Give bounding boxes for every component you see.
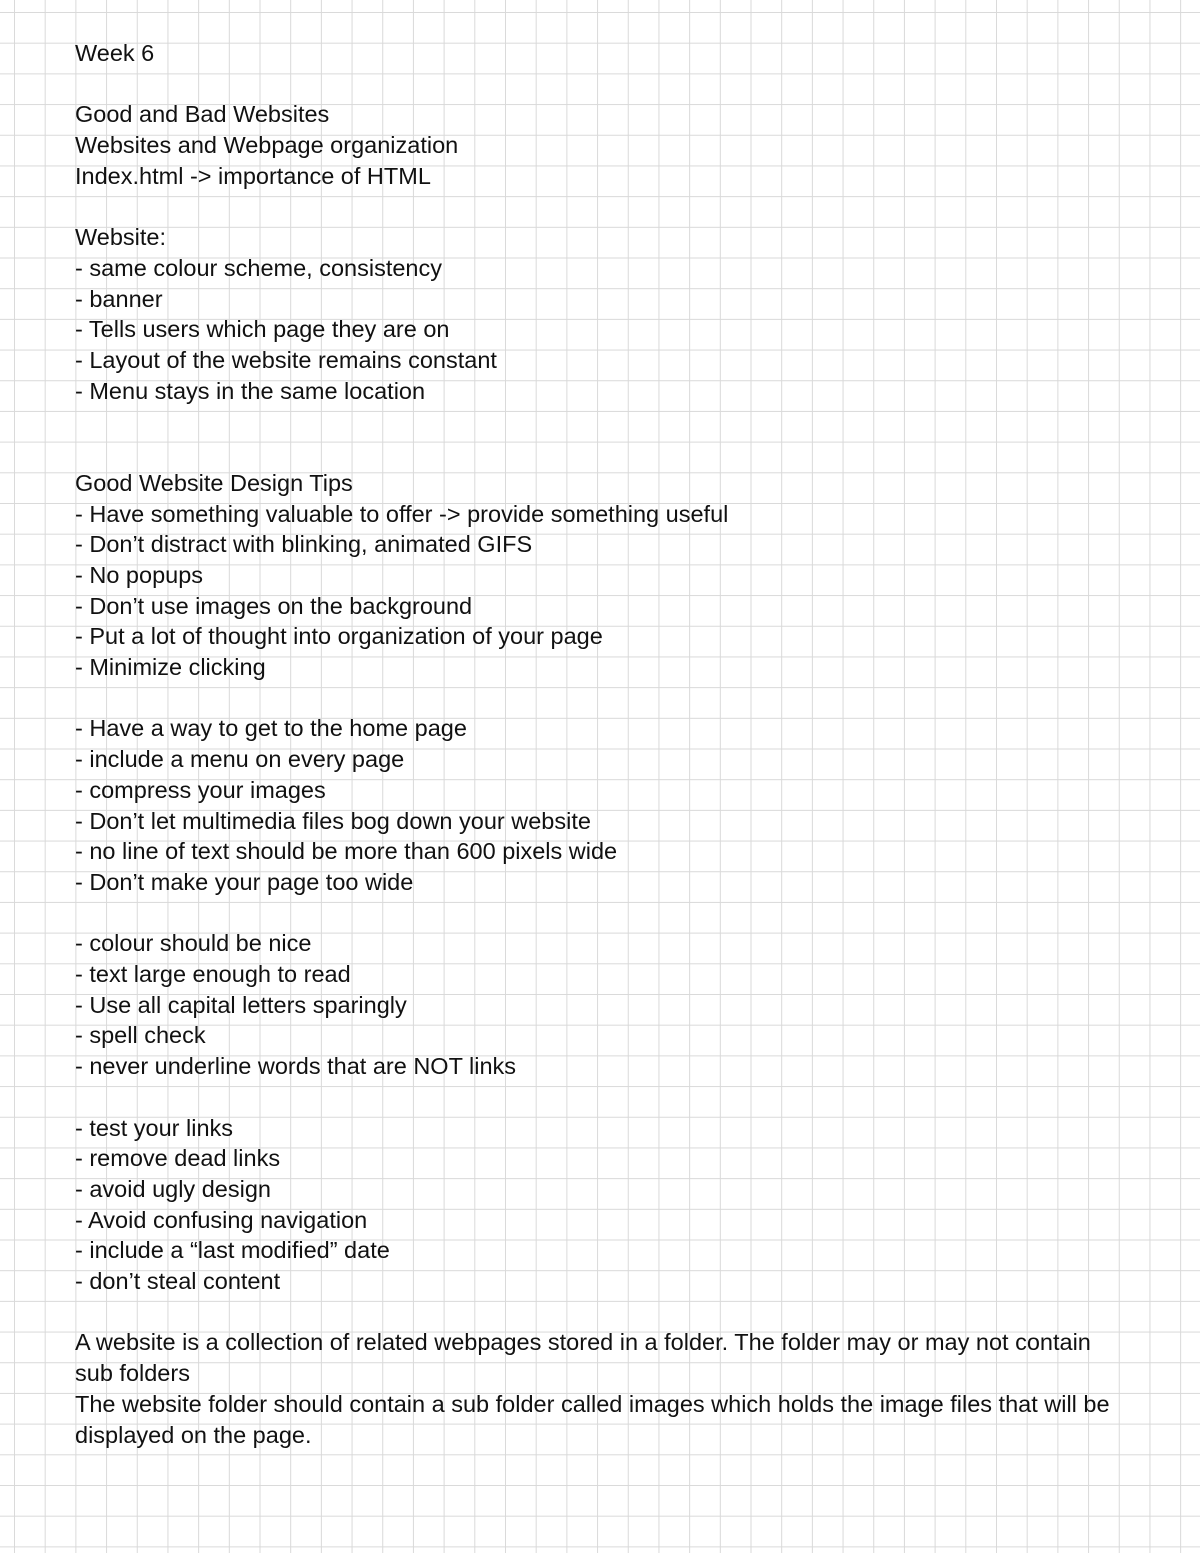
list-item: - Put a lot of thought into organization of your page (75, 623, 603, 650)
spacer (75, 69, 1125, 100)
intro-line: Good and Bad Websites (75, 101, 330, 128)
intro-line: Websites and Webpage organization (75, 132, 459, 159)
list-item: - avoid ugly design (75, 1175, 271, 1202)
website-heading: Website: (75, 224, 166, 251)
notes-page (75, 38, 1125, 1450)
list-item: - same colour scheme, consistency (75, 254, 443, 281)
page-title: Week 6 (75, 40, 155, 66)
list-item: - Minimize clicking (75, 654, 266, 681)
list-item: - don’t steal content (75, 1268, 281, 1295)
list-item: - Have something valuable to offer -> provide something useful (75, 500, 729, 527)
spacer (75, 192, 1125, 223)
closing-paragraph: A website is a collection of related webpages stored in a folder. The folder may or may not contain sub folders (75, 1329, 1091, 1387)
list-item: - no line of text should be more than 600 pixels wide (75, 838, 618, 865)
list-item: - Don’t let multimedia files bog down your website (75, 807, 591, 834)
spacer (75, 1082, 1125, 1113)
list-item: - never underline words that are NOT links (75, 1053, 517, 1080)
list-item: - Don’t distract with blinking, animated GIFS (75, 531, 533, 558)
list-item: - compress your images (75, 776, 326, 803)
list-item: - Menu stays in the same location (75, 377, 426, 404)
intro-line: Index.html -> importance of HTML (75, 162, 431, 189)
list-item: - Don’t use images on the background (75, 592, 473, 619)
list-item: - colour should be nice (75, 930, 312, 957)
tips-heading: Good Website Design Tips (75, 469, 353, 496)
spacer (75, 683, 1125, 714)
spacer (75, 406, 1125, 467)
list-item: - Avoid confusing navigation (75, 1206, 368, 1233)
list-item: - include a menu on every page (75, 746, 405, 773)
list-item: - remove dead links (75, 1145, 281, 1172)
list-item: - Don’t make your page too wide (75, 868, 414, 895)
list-item: - No popups (75, 561, 204, 588)
list-item: - Layout of the website remains constant (75, 347, 497, 373)
list-item: - Have a way to get to the home page (75, 715, 467, 742)
closing-paragraph: The website folder should contain a sub folder called images which holds the image files that will be displayed on the page. (75, 1390, 1110, 1448)
list-item: - Tells users which page they are on (75, 316, 450, 343)
spacer (75, 1297, 1125, 1328)
list-item: - banner (75, 285, 163, 312)
list-item: - Use all capital letters sparingly (75, 991, 407, 1018)
spacer (75, 898, 1125, 929)
list-item: - include a “last modified” date (75, 1237, 390, 1264)
list-item: - test your links (75, 1114, 234, 1141)
list-item: - text large enough to read (75, 961, 351, 988)
list-item: - spell check (75, 1022, 206, 1049)
